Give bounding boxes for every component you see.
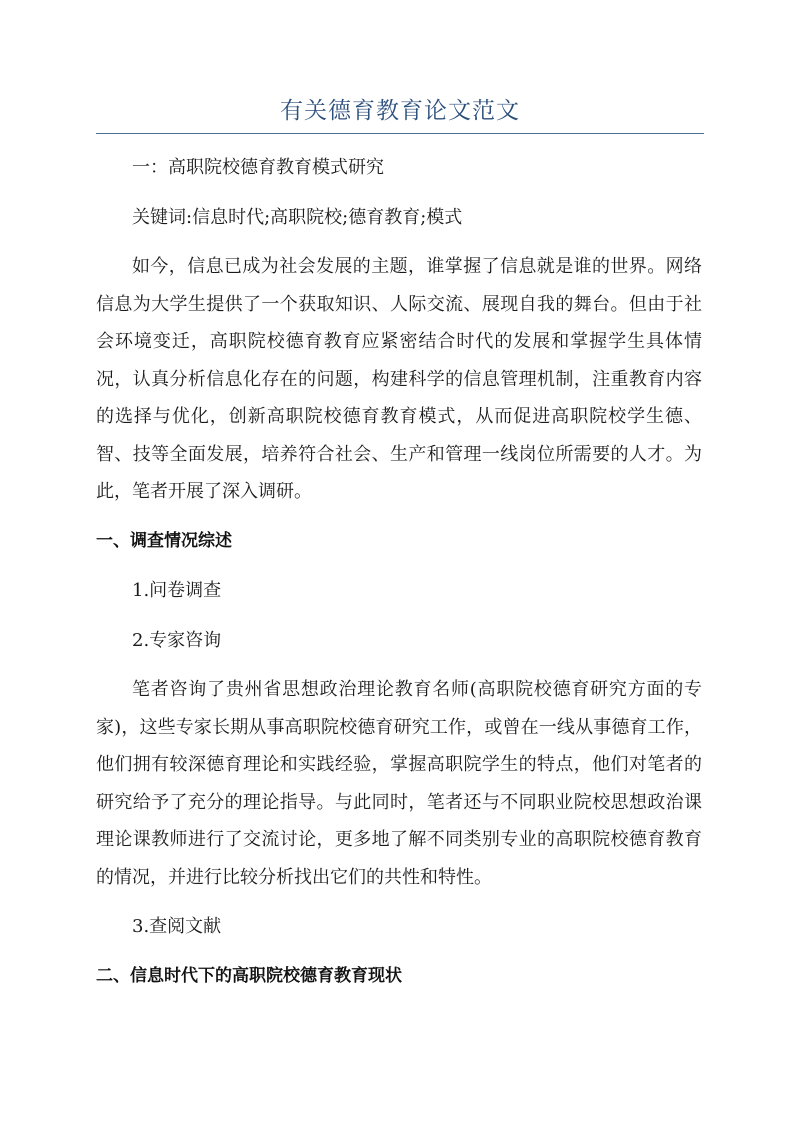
intro-paragraph: 如今，信息已成为社会发展的主题，谁掌握了信息就是谁的世界。网络信息为大学生提供了一个获取知识、人际交流、展现自我的舞台。但由于社会环境变迁，高职院校德育教育应紧密结合时代的发展和掌握学生具体情况，认真分析信息化存在的问题，构建科学的信息管理机制，注重教育内容的选择与优化，创新高职院校德育教育模式，从而促进高职院校学生德、智、技等全面发展，培养符合社会、生产和管理一线岗位所需要的人才。为此，笔者开展了深入调研。 xyxy=(96,256,702,502)
section1-paragraph: 笔者咨询了贵州省思想政治理论教育名师(高职院校德育研究方面的专家)，这些专家长期从事高职院校德育研究工作，或曾在一线从事德育工作，他们拥有较深德育理论和实践经验，掌握高职院学生的特点，他们对笔者的研究给予了充分的理论指导。与此同时，笔者还与不同职业院校思想政治课理论课教师进行了交流讨论，更多地了解不同类别专业的高职院校德育教育的情况，并进行比较分析找出它们的共性和特性。 xyxy=(96,679,702,888)
document-body xyxy=(96,149,702,995)
section1-item1: 1.问卷调查 xyxy=(132,580,222,601)
section2-heading: 二、信息时代下的高职院校德育教育现状 xyxy=(96,965,402,986)
document-title: 有关德育教育论文范文 xyxy=(280,98,520,124)
section1-item2: 2.专家咨询 xyxy=(132,629,222,651)
section1-heading: 一、调查情况综述 xyxy=(96,530,232,551)
keywords: 关键词:信息时代;高职院校;德育教育;模式 xyxy=(132,206,463,228)
section1-item3: 3.查阅文献 xyxy=(132,916,222,937)
title-underline xyxy=(96,133,704,134)
subtitle: 一：高职院校德育教育模式研究 xyxy=(132,157,384,178)
